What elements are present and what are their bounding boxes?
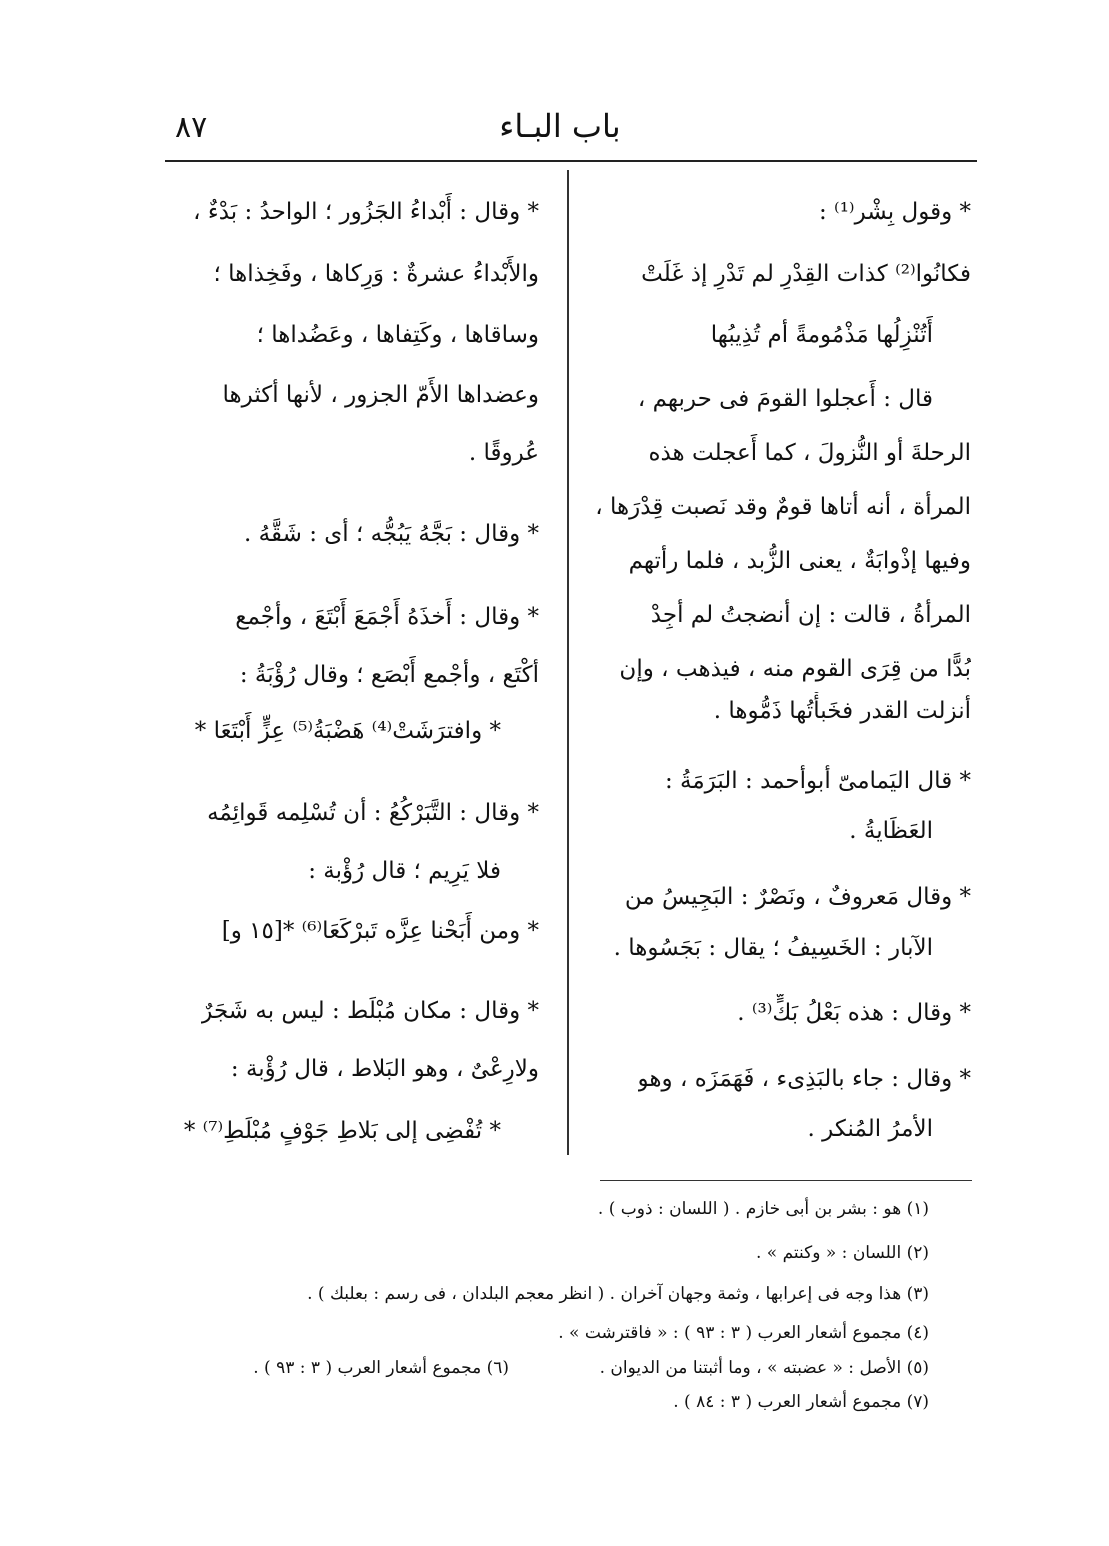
text-line: * وقال : هذه بَعْلُ بَكٍّ⁽³⁾ .	[737, 1000, 971, 1026]
text-line: وعضداها الأَمّ الجزور ، لأنها أكثرها	[222, 382, 539, 408]
footnote-rule	[600, 1180, 972, 1181]
text-line: المرأة ، أنه أتاها قومٌ وقد نَصبت قِدْرَها ،	[595, 494, 971, 520]
footnote: (٤) مجموع أشعار العرب ( ٣ : ٩٣ ) : « فاقترشت » .	[558, 1323, 929, 1343]
verse-line: * وافترَشَتْ⁽⁴⁾ هَضْبَةُ⁽⁵⁾ عِزٍّ أَبْتَعَا *	[194, 718, 501, 744]
text-line: * وقال : أَخذَهُ أَجْمَعَ أَبْتَعَ ، وأجْمع	[235, 604, 539, 630]
text-line: المرأةُ ، قالت : إن أنضجتُ لم أجِدْ	[650, 602, 971, 628]
text-line: قال : أَعجلوا القومَ فى حربهم ،	[637, 386, 933, 412]
text-line: * وقال : أَبْداءُ الجَزُور ؛ الواحدُ : بَدْءٌ ،	[193, 199, 539, 225]
text-line: والأَبْداءُ عشرةٌ : وَرِكاها ، وفَخِذاها ؛	[213, 261, 539, 287]
text-line: * وقال : التَّبَرْكُعُ : أن تُسْلِمه قَوائِمُه	[207, 800, 539, 826]
text-line: * وقال مَعروفٌ ، ونَصْرٌ : البَجِيسُ من	[624, 884, 971, 910]
footnote: (٧) مجموع أشعار العرب ( ٣ : ٨٤ ) .	[673, 1392, 929, 1412]
text-line: بُدًّا من قِرَى القوم منه ، فيذهب ، وإن	[619, 656, 971, 682]
verse-line: * تُفْضِى إلى بَلاطِ جَوْفٍ مُبْلَطِ⁽⁷⁾ *	[183, 1118, 501, 1144]
text-line: عُروقًا .	[468, 440, 539, 466]
text-line: * وقال : بَجَّهُ يَبُجُّه ؛ أى : شَقَّهُ .	[244, 521, 539, 547]
header-rule	[165, 160, 977, 162]
text-line: أكْتَع ، وأجْمع أَبْصَع ؛ وقال رُؤْبَةُ :	[239, 662, 539, 688]
text-line: وساقاها ، وكَتِفاها ، وعَضُداها ؛	[256, 322, 539, 348]
text-line: الرحلةَ أو النُّزولَ ، كما أَعجلت هذه	[648, 440, 971, 466]
text-line: فلا يَرِيم ؛ قال رُؤْبة :	[308, 858, 501, 884]
verse-line: فكانُوا⁽²⁾ كذات القِدْرِ لم تَدْرِ إذ غَلَتْ	[641, 261, 971, 287]
page-number: ٨٧	[175, 110, 208, 145]
chapter-title: باب البـاء	[499, 107, 621, 145]
text-line: أنزلت القدر فخَبأْتُها ذَمُّوها .	[713, 698, 971, 724]
verse-line: أَتُنْزِلُها مَذْمُومةً أم تُذِيبُها	[710, 322, 933, 348]
footnote: (١) هو : بشر بن أبى خازم . ( اللسان : ذوب ) .	[597, 1199, 929, 1219]
footnote: (٦) مجموع أشعار العرب ( ٣ : ٩٣ ) .	[253, 1358, 509, 1378]
text-line: * قال اليَمامىّ أبوأحمد : البَرَمَةُ :	[664, 768, 971, 794]
column-divider	[567, 170, 569, 1155]
text-line: الأمرُ المُنكر .	[807, 1116, 933, 1142]
footnote: (٢) اللسان : « وكنتم » .	[755, 1243, 929, 1263]
text-line: * وقال : جاء بالبَذِىء ، فَهَمَزَه ، وهو	[637, 1066, 971, 1092]
text-line: * وقال : مكان مُبْلَط : ليس به شَجَرٌ	[201, 998, 539, 1024]
footnote: (٣) هذا وجه فى إعرابها ، وثمة وجهان آخران . ( انظر معجم البلدان ، فى رسم : بعلبك ) .	[307, 1284, 929, 1304]
footnote: (٥) الأصل : « عضبته » ، وما أثبتنا من الديوان .	[599, 1358, 929, 1378]
text-line: العَظَايةُ .	[849, 818, 933, 844]
text-line: * وقول بِشْر⁽¹⁾ :	[818, 199, 971, 225]
text-line: ولارِعْىٌ ، وهو البَلاط ، قال رُؤْبة :	[230, 1056, 539, 1082]
text-line: الآبار : الخَسِيفُ ؛ يقال : بَجَسُوها .	[613, 935, 933, 961]
text-line: وفيها إذْوابَةٌ ، يعنى الزُّبد ، فلما رأتهم	[628, 548, 971, 574]
verse-line: * ومن أَبَحْنا عِزَّه تَبرْكَعَا⁽⁶⁾ *[١٥ و]	[221, 918, 539, 944]
